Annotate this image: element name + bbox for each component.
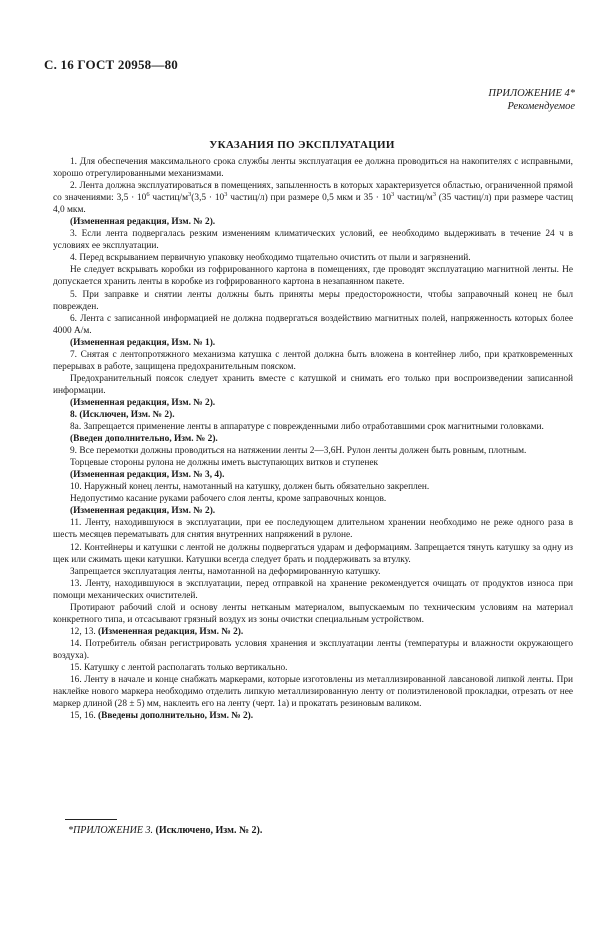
paragraph-10: 10. Наружный конец ленты, намотанный на катушку, должен быть обязательно закреплен.	[70, 482, 430, 493]
paragraph-5: 5. При заправке и снятии ленты должны быть приняты меры предосторожности, чтобы заправочный конец не был поврежден.	[53, 289, 573, 312]
footnote-text: (Исключено, Изм. № 2).	[155, 825, 263, 836]
footnote-label: *ПРИЛОЖЕНИЕ 3.	[68, 825, 153, 836]
paragraph-3: 3. Если лента подвергалась резким изменениям климатических условий, ее необходимо выдерживать в течение 24 ч в условиях ее эксплуатации.	[53, 229, 573, 252]
paragraph-13-continued: Протирают рабочий слой и основу ленты нетканым материалом, выпускаемым по техническим условиям на материал конкретного типа, и отсасывают грязный воздух из зоны очистки специальным устройством.	[53, 602, 573, 625]
paragraph-7: 7. Снятая с лентопротяжного механизма катушка с лентой должна быть вложена в контейнер либо, при кратковременных перерывах в работе, защищена предохранительным пояском.	[53, 349, 573, 372]
note-numbers: 15, 16.	[70, 711, 96, 722]
note-text: (Введены дополнительно, Изм. № 2).	[98, 711, 254, 722]
revision-note-15-16	[53, 710, 573, 722]
paragraph-2-part: (3,5 · 10	[191, 193, 225, 204]
appendix-status: Рекомендуемое	[507, 101, 575, 112]
revision-note: (Измененная редакция, Изм. № 1).	[70, 337, 216, 348]
paragraph-11: 11. Ленту, находившуюся в эксплуатации, при ее последующем длительном хранении необходимо не реже одного раза в шесть месяцев перематывать для снятия внутренних напряжений в рулоне.	[53, 518, 573, 541]
revision-note: (Введен дополнительно, Изм. № 2).	[70, 434, 218, 445]
revision-note: (Измененная редакция, Изм. № 2).	[70, 397, 216, 408]
appendix-label: ПРИЛОЖЕНИЕ 4*	[488, 88, 575, 99]
paragraph-12-continued: Запрещается эксплуатация ленты, намотанной на деформированную катушку.	[70, 566, 381, 577]
revision-note: (Измененная редакция, Изм. № 2).	[70, 217, 216, 228]
note-text: (Измененная редакция, Изм. № 2).	[98, 626, 244, 637]
document-body	[53, 156, 573, 722]
paragraph-2-part: частиц/л) при размере 0,5 мкм и 35 · 10	[227, 193, 392, 204]
page-header: С. 16 ГОСТ 20958—80	[44, 57, 178, 72]
exponent: 3	[432, 191, 436, 199]
paragraph-8a: 8а. Запрещается применение ленты в аппаратуре с поврежденными либо отработавшими срок магнитными головками.	[70, 422, 544, 433]
paragraph-4: 4. Перед вскрыванием первичную упаковку необходимо тщательно очистить от пыли и загрязнений.	[70, 253, 471, 264]
paragraph-12: 12. Контейнеры и катушки с лентой не должны подвергаться ударам и деформациям. Запрещается тянуть катушку за одну из щек или сжимать щеки катушки. Катушки всегда следует брать и поддерживать за втулку.	[53, 542, 573, 565]
revision-note: (Измененная редакция, Изм. № 3, 4).	[70, 470, 225, 481]
appendix-block	[488, 87, 575, 113]
exponent: 6	[146, 191, 150, 199]
footnote	[68, 825, 262, 836]
paragraph-1: 1. Для обеспечения максимального срока службы ленты эксплуатация ее должна проводиться на накопителях с исправными, хорошо отрегулированными механизмами.	[53, 157, 573, 180]
exponent: 3	[391, 191, 395, 199]
paragraph-6: 6. Лента с записанной информацией не должна подвергаться воздействию магнитных полей, напряженность которых более 4000 А/м.	[53, 313, 573, 336]
paragraph-9: 9. Все перемотки должны проводиться на натяжении ленты 2—3,6Н. Рулон ленты должен быть ровным, плотным.	[70, 446, 527, 457]
paragraph-10-continued: Недопустимо касание руками рабочего слоя ленты, кроме заправочных концов.	[70, 494, 387, 505]
paragraph-2-part: (35 частиц/л) при размере частиц 4,0 мкм.	[53, 193, 573, 216]
paragraph-9-continued: Торцевые стороны рулона не должны иметь выступающих витков и ступенек	[70, 458, 379, 469]
footnote-divider	[65, 819, 117, 820]
paragraph-7-continued: Предохранительный поясок следует хранить вместе с катушкой и снимать его только при воспроизведении записанной информации.	[53, 373, 573, 396]
note-numbers: 12, 13.	[70, 626, 96, 637]
revision-note-12-13	[53, 626, 573, 638]
document-title: УКАЗАНИЯ ПО ЭКСПЛУАТАЦИИ	[209, 139, 395, 151]
paragraph-2	[53, 180, 573, 216]
revision-note: (Измененная редакция, Изм. № 2).	[70, 506, 216, 517]
paragraph-2-part: частиц/м	[394, 193, 433, 204]
paragraph-15: 15. Катушку с лентой располагать только вертикально.	[70, 662, 288, 673]
paragraph-2-part: 2. Лента должна эксплуатироваться в помещениях, запыленность в которых характеризуется областью, ограниченной прямой со значениями: 3,5 · 10	[53, 181, 573, 204]
paragraph-14: 14. Потребитель обязан регистрировать условия хранения и эксплуатации ленты (температуры и влажности окружающего воздуха).	[53, 638, 573, 661]
paragraph-8: 8. (Исключен, Изм. № 2).	[70, 409, 175, 420]
exponent: 3	[224, 191, 228, 199]
paragraph-2-part: частиц/м	[149, 193, 189, 204]
paragraph-16: 16. Ленту в начале и конце снабжать маркерами, которые изготовлены из металлизированной лавсановой липкой ленты. При наклейке нового маркера необходимо отделить липкую металлизированную ленту от полиэтиленовой прокладки, отрезать от нее маркер длиной (28 ± 5) мм, наклеить его на ленту (черт. 1а) и прокатать резиновым валиком.	[53, 675, 573, 710]
exponent: 3	[188, 191, 192, 199]
paragraph-13: 13. Ленту, находившуюся в эксплуатации, перед отправкой на хранение рекомендуется очищать от продуктов износа при помощи механических очистителей.	[53, 578, 573, 601]
paragraph-4-continued: Не следует вскрывать коробки из гофрированного картона в помещениях, где проводят эксплуатацию магнитной ленты. Не допускается хранить ленты в коробке из гофрированного картона в незапаянном пакете.	[53, 265, 573, 288]
